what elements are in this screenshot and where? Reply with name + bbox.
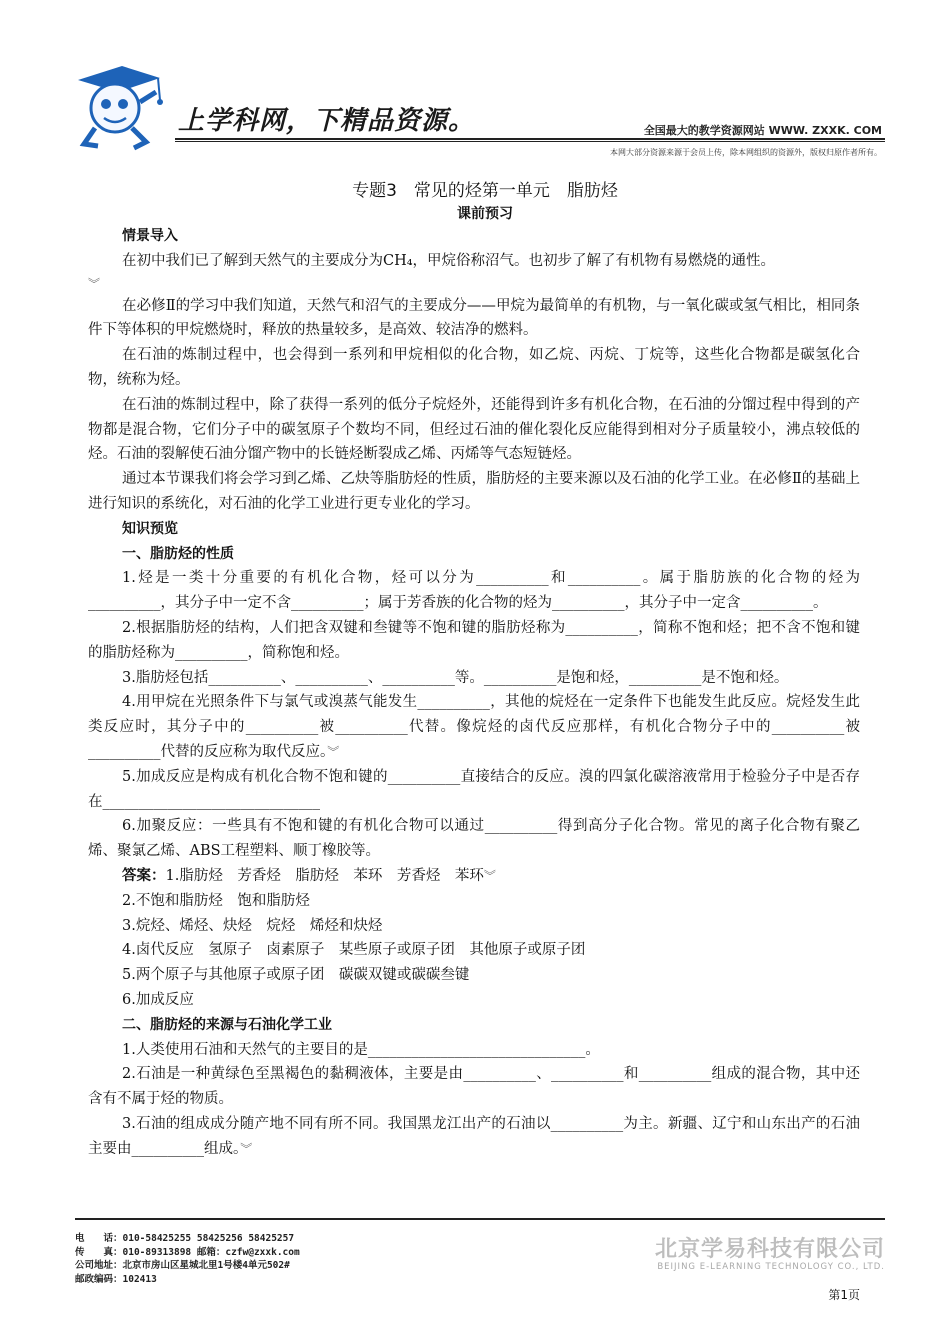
- question-item: [88, 690, 860, 764]
- company-name: 北京学易科技有限公司: [654, 1237, 885, 1262]
- question-item: [88, 1112, 860, 1162]
- header-rule: [175, 138, 885, 140]
- header-rule-thin: [175, 141, 885, 142]
- answer-line: 4.卤代反应 氢原子 卤素原子 某些原子或原子团 其他原子或原子团: [122, 942, 586, 959]
- fax-email-line: 传 真：010-89313898 邮箱：czfw@zxxk.com: [75, 1246, 300, 1258]
- intro-paragraph: 在必修Ⅱ的学习中我们知道，天然气和沼气的主要成分——甲烷为最简单的有机物，与一氧化碳或氢气相比，相同条件下等体积的甲烷燃烧时，释放的热量较多，是高效、较洁净的燃料。: [88, 297, 860, 339]
- answer-line: 2.不饱和脂肪烃 饱和脂肪烃: [122, 892, 310, 909]
- expand-chevron-icon: ︾: [483, 868, 496, 883]
- page-subtitle: 课前预习: [457, 206, 513, 222]
- answer-line: 3.烷烃、烯烃、炔烃 烷烃 烯烃和炔烃: [122, 917, 383, 934]
- expand-chevron-icon: ︾: [240, 1141, 253, 1156]
- question-item: 6.加聚反应：一些具有不饱和键的有机化合物可以通过__________得到高分子化合物。常见的离子化合物有聚乙烯、聚氯乙烯、ABS工程塑料、顺丁橡胶等。: [88, 818, 860, 860]
- preview-heading: 知识预览: [122, 520, 178, 537]
- section-heading: 一、脂肪烃的性质: [122, 545, 234, 562]
- question-item: 3.脂肪烃包括__________、__________、__________等。__________是饱和烃，__________是不饱和烃。: [122, 669, 789, 686]
- page-title: 专题3 常见的烃第一单元 脂肪烃: [352, 181, 618, 201]
- answer-label: 答案：: [122, 867, 166, 884]
- document-body: [88, 178, 860, 1161]
- intro-paragraph: 在石油的炼制过程中，除了获得一系列的低分子烷烃外，还能得到许多有机化合物，在石油的分馏过程中得到的产物都是混合物，它们分子中的碳氢原子个数均不同，但经过石油的催化裂化反应能得到相对分子质量较小，沸点较低的烃。石油的裂解使石油分馏产物中的长链烃断裂成乙烯、丙烯等气态短链烃。: [88, 396, 860, 463]
- site-slogan: 上学科网，下精品资源。: [178, 106, 476, 136]
- graduate-mascot-icon: [60, 62, 178, 152]
- address-line: 公司地址：北京市房山区星城北里1号楼4单元502#: [75, 1260, 290, 1271]
- question-item: 1.人类使用石油和天然气的主要目的是______________________________。: [122, 1041, 600, 1058]
- question-text: 3.石油的组成成分随产地不同有所不同。我国黑龙江出产的石油以__________为主。新疆、辽宁和山东出产的石油主要由__________组成。: [88, 1115, 860, 1157]
- intro-paragraph: 通过本节课我们将会学习到乙烯、乙炔等脂肪烃的性质，脂肪烃的主要来源以及石油的化学工业。在必修Ⅱ的基础上进行知识的系统化，对石油的化学工业进行更专业化的学习。: [88, 471, 860, 512]
- page-number: 第1页: [828, 1288, 860, 1302]
- page-header: [0, 0, 950, 170]
- page-footer: [75, 1218, 885, 1338]
- question-item: 2.根据脂肪烃的结构，人们把含双键和叁键等不饱和键的脂肪烃称为__________，简称不饱和烃；把不含不饱和键的脂肪烃称为__________，简称饱和烃。: [88, 619, 860, 661]
- question-item: 1.烃是一类十分重要的有机化合物，烃可以分为__________和__________。属于脂肪族的化合物的烃为__________，其分子中一定不含__________；属于芳香族的化合物的烃为__________，其分子中一定含__________。: [88, 570, 860, 612]
- answer-line: 6.加成反应: [122, 991, 194, 1008]
- contact-info: [75, 1232, 300, 1286]
- intro-heading: 情景导入: [122, 228, 178, 244]
- answer-line: 5.两个原子与其他原子或原子团 碳碳双键或碳碳叁键: [122, 967, 470, 984]
- intro-paragraph: 在初中我们已了解到天然气的主要成分为CH₄，甲烷俗称沼气。也初步了解了有机物有易燃烧的通性。: [122, 252, 776, 269]
- phone-line: 电 话：010-58425255 58425256 58425257: [75, 1233, 295, 1244]
- section-heading: 二、脂肪烃的来源与石油化学工业: [122, 1016, 332, 1033]
- site-tagline[interactable]: 全国最大的教学资源网站 WWW. ZXXK. COM: [643, 124, 882, 137]
- intro-paragraph: 在石油的炼制过程中，也会得到一系列和甲烷相似的化合物，如乙烷、丙烷、丁烷等，这些化合物都是碳氢化合物，统称为烃。: [88, 347, 860, 388]
- question-item: 5.加成反应是构成有机化合物不饱和键的__________直接结合的反应。溴的四氯化碳溶液常用于检验分子中是否存在______________________________: [88, 768, 860, 810]
- question-text: 4.用甲烷在光照条件下与氯气或溴蒸气能发生__________，其他的烷烃在一定条件下也能发生此反应。烷烃发生此类反应时，其分子中的__________被__________代替。像烷烃的卤代反应那样，有机化合物分子中的__________被__________代替的反应称为取代反应。: [88, 694, 860, 760]
- answer-line: [88, 864, 860, 889]
- expand-chevron-icon: ︾: [88, 276, 101, 291]
- question-item: 2.石油是一种黄绿色至黑褐色的黏稠液体，主要是由__________、__________和__________组成的混合物，其中还含有不属于烃的物质。: [88, 1066, 860, 1108]
- expand-chevron-icon: ︾: [327, 744, 340, 759]
- footer-rule: [75, 1218, 885, 1220]
- company-name-en: BEIJING E-LEARNING TECHNOLOGY CO., LTD.: [657, 1262, 885, 1272]
- postcode-line: 邮政编码：102413: [75, 1273, 157, 1285]
- copyright-notice: 本网大部分资源来源于会员上传，除本网组织的资源外，版权归原作者所有。: [610, 148, 882, 157]
- answer-text: 1.脂肪烃 芳香烃 脂肪烃 苯环 芳香烃 苯环: [165, 867, 484, 884]
